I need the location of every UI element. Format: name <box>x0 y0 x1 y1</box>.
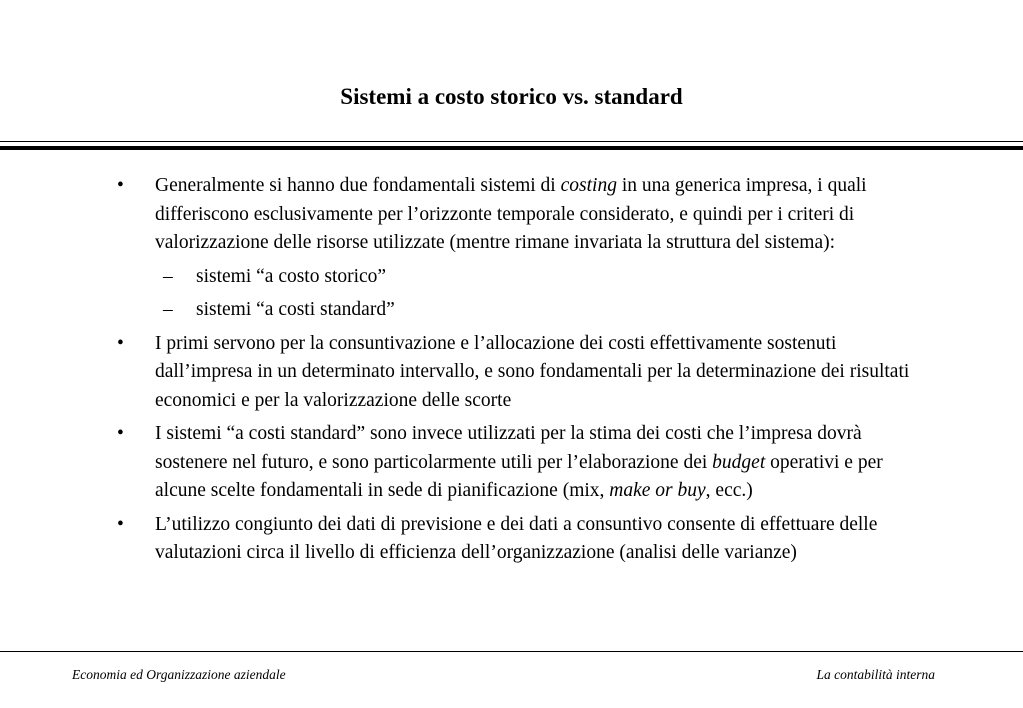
bullet-item-3 <box>115 420 915 506</box>
bullet-text: , ecc.) <box>705 480 753 501</box>
bullet-icon: • <box>117 423 124 444</box>
sub-item-text: sistemi “a costo storico” <box>196 265 387 287</box>
footer-rule <box>0 651 1023 652</box>
slide-title: Sistemi a costo storico vs. standard <box>340 84 683 109</box>
bullet-text: I sistemi “a costi standard” sono invece utilizzati per la stima dei costi che l’impresa dovrà sostenere nel futuro, e sono particolarmente utili per l’elaborazione dei <box>155 423 862 473</box>
bullet-emphasis: costing <box>560 175 617 196</box>
bullet-item-2 <box>115 330 915 416</box>
header-rule-thin <box>0 141 1023 142</box>
sub-item-text: sistemi “a costi standard” <box>196 299 395 320</box>
bullet-text: operativi e per alcune scelte fondamentali in sede di pianificazione (mix, <box>155 451 883 501</box>
bullet-text: I primi servono per la consuntivazione e l’allocazione dei costi effettivamente sostenuti dall’impresa in un determinato intervallo, e sono fondamentali per la determinazione dei risultati economici e per la valorizzazione delle scorte <box>155 332 910 411</box>
bullet-text: in una generica impresa, i quali differiscono esclusivamente per l’orizzonte temporale considerato, e quindi per i criteri di valorizzazione delle risorse utilizzate (mentre rimane invariata la struttura del sistema): <box>155 175 867 253</box>
slide-content <box>115 172 915 568</box>
dash-icon: – <box>163 299 173 320</box>
bullet-emphasis: budget <box>712 451 766 473</box>
bullet-text: Generalmente si hanno due fondamentali sistemi di <box>155 175 561 196</box>
bullet-icon: • <box>117 513 124 535</box>
bullet-icon: • <box>117 332 124 354</box>
bullet-emphasis: make or buy <box>609 480 706 501</box>
footer-course-title: Economia ed Organizzazione aziendale <box>72 667 286 682</box>
bullet-item-1 <box>115 172 915 258</box>
sub-item-2 <box>115 296 915 325</box>
bullet-item-4 <box>115 511 915 568</box>
sub-item-1 <box>115 263 915 292</box>
bullet-text: L’utilizzo congiunto dei dati di previsione e dei dati a consuntivo consente di effettuare delle valutazioni circa il livello di efficienza dell’organizzazione (analisi delle varianze) <box>155 513 878 563</box>
footer-section-title: La contabilità interna <box>816 667 935 682</box>
header-rule-thick <box>0 146 1023 150</box>
dash-icon: – <box>163 265 173 287</box>
bullet-icon: • <box>117 175 124 196</box>
